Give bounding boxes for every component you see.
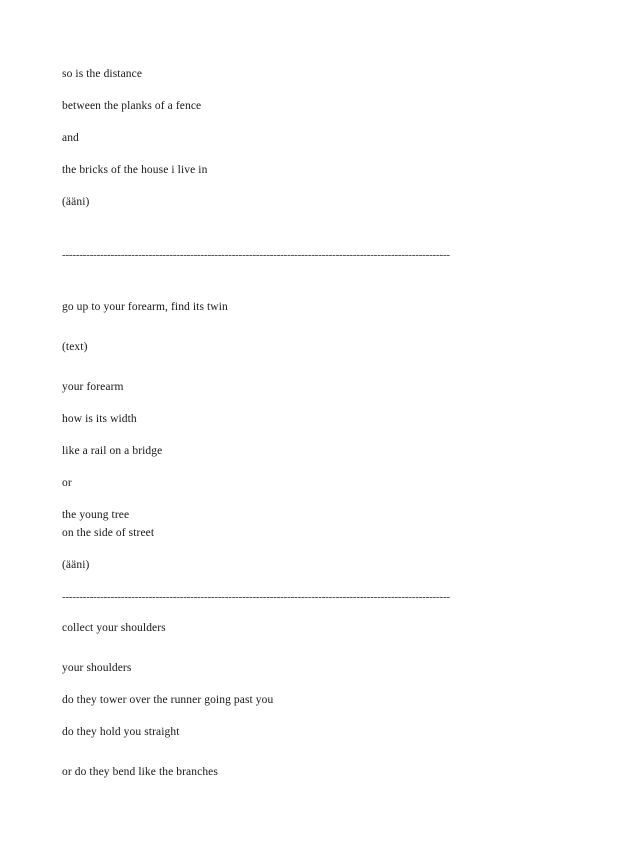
text-line: the bricks of the house i live in [62, 164, 208, 176]
text-line: your forearm [62, 381, 124, 393]
text-line: how is its width [62, 413, 137, 425]
text-line: (ääni) [62, 196, 90, 208]
text-line: collect your shoulders [62, 622, 166, 634]
text-line: and [62, 132, 79, 144]
text-line: between the planks of a fence [62, 100, 202, 112]
text-line: the young tree [62, 509, 130, 521]
text-line: do they hold you straight [62, 726, 180, 738]
section-divider: ---------------------------------------------------------------------------------------------------------------- [62, 249, 450, 261]
text-line: on the side of street [62, 527, 155, 539]
text-line: your shoulders [62, 662, 132, 674]
section-divider: ---------------------------------------------------------------------------------------------------------------- [62, 591, 450, 603]
text-line: go up to your forearm, find its twin [62, 301, 228, 313]
text-line: do they tower over the runner going past you [62, 694, 274, 706]
document-body [62, 68, 555, 779]
text-line: like a rail on a bridge [62, 445, 163, 457]
text-line: so is the distance [62, 68, 143, 80]
text-line: (text) [62, 341, 88, 353]
text-line: or [62, 477, 72, 489]
text-line: (ääni) [62, 559, 90, 571]
text-line: or do they bend like the branches [62, 766, 218, 778]
